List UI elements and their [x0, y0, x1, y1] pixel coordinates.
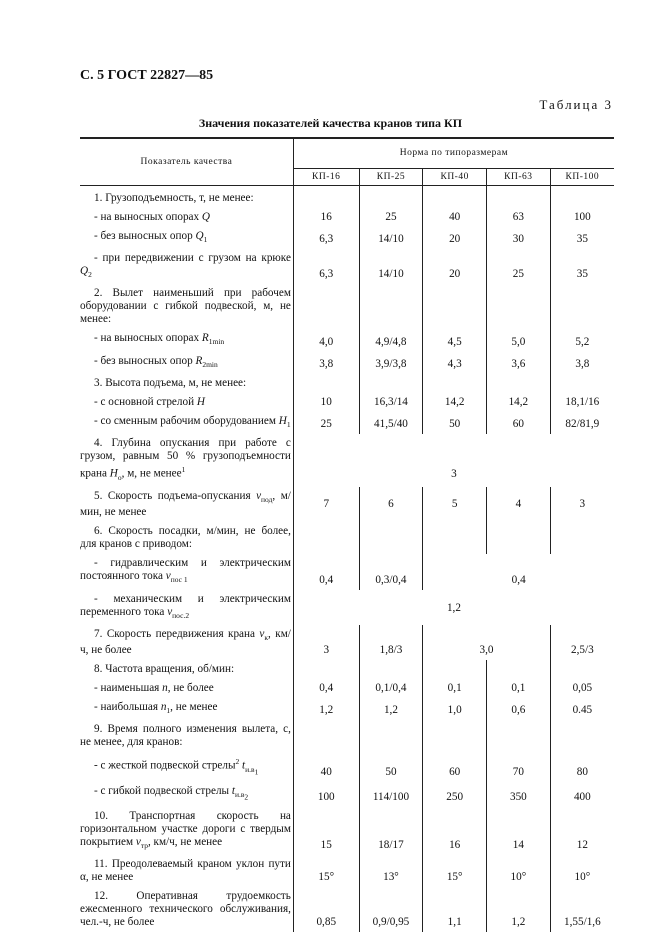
row-label: - со сменным рабочим оборудованием $H_1$ [80, 412, 293, 434]
table-cell: 1,2 [359, 698, 423, 720]
row-label: - наибольшая $n_1$, не менее [80, 698, 293, 720]
column-header-kp40: КП-40 [423, 169, 487, 186]
table-label: Таблица 3 [539, 97, 613, 112]
table-cell: 70 [487, 752, 551, 781]
table-cell: 15° [423, 855, 487, 887]
table-cell: 3,6 [487, 352, 551, 374]
table-cell: 63 [487, 208, 551, 227]
table-cell: 25 [487, 249, 551, 284]
table-cell: 60 [487, 412, 551, 434]
table-cell: 5,2 [550, 329, 614, 351]
page-header: С. 5 ГОСТ 22827—85 [80, 68, 214, 83]
table-cell: 25 [293, 412, 359, 434]
table-row [80, 752, 614, 781]
table-cell: 25 [359, 208, 423, 227]
row-label: 12. Оперативная трудоемкость ежесменного технического обслуживания, чел.-ч, не более [80, 887, 293, 932]
table-row [80, 329, 614, 351]
table-cell: 10° [550, 855, 614, 887]
table-row [80, 227, 614, 249]
table-row [80, 374, 614, 393]
table-cell: 100 [550, 208, 614, 227]
table-cell: 16 [293, 208, 359, 227]
table-cell: 15° [293, 855, 359, 887]
table-cell: 0,1 [487, 679, 551, 698]
table-cell: 30 [487, 227, 551, 249]
row-label: 7. Скорость передвижения крана $v_к$, км/ч, не более [80, 625, 293, 660]
table-cell: 82/81,9 [550, 412, 614, 434]
table-cell: 100 [293, 782, 359, 807]
quality-table [80, 137, 614, 932]
table-row [80, 720, 614, 752]
row-label: 6. Скорость посадки, м/мин, не более, для кранов с приводом: [80, 522, 293, 554]
table-cell: 4,3 [423, 352, 487, 374]
column-header-indicator: Показатель качества [80, 138, 293, 186]
table-cell: 12 [550, 807, 614, 855]
row-label: 3. Высота подъема, м, не менее: [80, 374, 293, 393]
table-row [80, 679, 614, 698]
column-header-kp16: КП-16 [293, 169, 359, 186]
table-cell: 15 [293, 807, 359, 855]
table-cell: 0.45 [550, 698, 614, 720]
row-label: - без выносных опор $Q_1$ [80, 227, 293, 249]
column-header-kp100: КП-100 [550, 169, 614, 186]
row-label: - при передвижении с грузом на крюке $Q_2$ [80, 249, 293, 284]
table-cell: 1,2 [487, 887, 551, 932]
table-cell: 0,4 [293, 679, 359, 698]
row-label: - на выносных опорах $R_{1min}$ [80, 329, 293, 351]
table-row [80, 412, 614, 434]
row-label: 1. Грузоподъемность, т, не менее: [80, 189, 293, 208]
table-cell: 3,8 [550, 352, 614, 374]
table-cell: 4,5 [423, 329, 487, 351]
table-cell: 5 [423, 487, 487, 522]
table-row [80, 522, 614, 554]
table-cell: 41,5/40 [359, 412, 423, 434]
table-cell: 16 [423, 807, 487, 855]
table-cell: 3,9/3,8 [359, 352, 423, 374]
table-cell: 40 [423, 208, 487, 227]
table-cell: 6,3 [293, 227, 359, 249]
table-cell: 10 [293, 393, 359, 412]
row-label: 10. Транспортная скорость на горизонтальном участке дороги с твердым покрытием $v_{тр}$, км/ч, не менее [80, 807, 293, 855]
row-label: 8. Частота вращения, об/мин: [80, 660, 293, 679]
table-cell: 0,85 [293, 887, 359, 932]
table-cell: 4 [487, 487, 551, 522]
table-cell: 18,1/16 [550, 393, 614, 412]
table-cell: 0,6 [487, 698, 551, 720]
row-label: - без выносных опор $R_{2min}$ [80, 352, 293, 374]
row-label: - с жесткой подвеской стрелы$^2$ $t_{и.в_1}$ [80, 752, 293, 781]
table-cell: 6,3 [293, 249, 359, 284]
table-cell: 3 [293, 625, 359, 660]
row-label: - с гибкой подвеской стрелы $t_{и.в_2}$ [80, 782, 293, 807]
table-cell: 3,0 [423, 625, 550, 660]
table-cell: 1,2 [293, 698, 359, 720]
table-cell: 114/100 [359, 782, 423, 807]
table-cell: 5,0 [487, 329, 551, 351]
table-cell: 0,1/0,4 [359, 679, 423, 698]
table-cell: 0,4 [423, 554, 614, 589]
column-header-kp63: КП-63 [487, 169, 551, 186]
table-row [80, 434, 614, 487]
table-cell: 6 [359, 487, 423, 522]
table-cell: 20 [423, 249, 487, 284]
row-label: 2. Вылет наименьший при рабочем оборудовании с гибкой подвеской, м, не менее: [80, 284, 293, 329]
table-row [80, 352, 614, 374]
table-title: Значения показателей качества кранов типа КП [198, 116, 463, 130]
row-label: 5. Скорость подъема-опускания $v_{под}$, м/мин, не менее [80, 487, 293, 522]
table-cell: 1,8/3 [359, 625, 423, 660]
table-cell: 350 [487, 782, 551, 807]
table-cell: 0,4 [293, 554, 359, 589]
table-cell: 4,0 [293, 329, 359, 351]
row-label: - гидравлическим и электрическим постоянного тока $v_{пос 1}$ [80, 554, 293, 589]
table-cell: 13° [359, 855, 423, 887]
table-row [80, 487, 614, 522]
row-label: - с основной стрелой H [80, 393, 293, 412]
table-cell: 14/10 [359, 227, 423, 249]
table-cell: 14/10 [359, 249, 423, 284]
table-cell: 35 [550, 227, 614, 249]
table-cell: 3 [550, 487, 614, 522]
table-cell: 50 [359, 752, 423, 781]
table-row [80, 249, 614, 284]
row-label: - на выносных опорах Q [80, 208, 293, 227]
table-row [80, 807, 614, 855]
table-row [80, 625, 614, 660]
table-cell: 35 [550, 249, 614, 284]
column-header-group: Норма по типоразмерам [293, 138, 614, 169]
table-row [80, 208, 614, 227]
table-cell: 40 [293, 752, 359, 781]
table-row [80, 887, 614, 932]
table-cell: 20 [423, 227, 487, 249]
table-cell: 14,2 [487, 393, 551, 412]
table-cell: 1,0 [423, 698, 487, 720]
table-cell: 80 [550, 752, 614, 781]
table-row [80, 660, 614, 679]
table-row [80, 782, 614, 807]
table-cell: 2,5/3 [550, 625, 614, 660]
table-cell: 10° [487, 855, 551, 887]
table-cell: 50 [423, 412, 487, 434]
table-cell: 250 [423, 782, 487, 807]
table-cell: 3,8 [293, 352, 359, 374]
table-row [80, 698, 614, 720]
row-label: 9. Время полного изменения вылета, с, не менее, для кранов: [80, 720, 293, 752]
table-row [80, 284, 614, 329]
row-label: 4. Глубина опускания при работе с грузом, равным 50 % грузоподъемности крана $H_o$, м, не менее$^1$ [80, 434, 293, 487]
table-row [80, 393, 614, 412]
table-cell: 7 [293, 487, 359, 522]
table-cell: 0,3/0,4 [359, 554, 423, 589]
table-cell: 14 [487, 807, 551, 855]
table-cell: 14,2 [423, 393, 487, 412]
row-label: 11. Преодолеваемый краном уклон пути α, не менее [80, 855, 293, 887]
table-cell: 60 [423, 752, 487, 781]
table-cell: 4,9/4,8 [359, 329, 423, 351]
table-cell: 3 [293, 434, 614, 487]
table-cell: 16,3/14 [359, 393, 423, 412]
table-cell: 0,9/0,95 [359, 887, 423, 932]
column-header-kp25: КП-25 [359, 169, 423, 186]
table-cell: 18/17 [359, 807, 423, 855]
table-row [80, 590, 614, 625]
table-cell: 0,05 [550, 679, 614, 698]
table-cell: 1,1 [423, 887, 487, 932]
row-label: - наименьшая n, не более [80, 679, 293, 698]
table-row [80, 855, 614, 887]
table-cell: 1,55/1,6 [550, 887, 614, 932]
table-row [80, 189, 614, 208]
row-label: - механическим и электрическим переменного тока $v_{пос.2}$ [80, 590, 293, 625]
table-row [80, 554, 614, 589]
table-cell: 400 [550, 782, 614, 807]
table-cell: 1,2 [293, 590, 614, 625]
table-cell: 0,1 [423, 679, 487, 698]
